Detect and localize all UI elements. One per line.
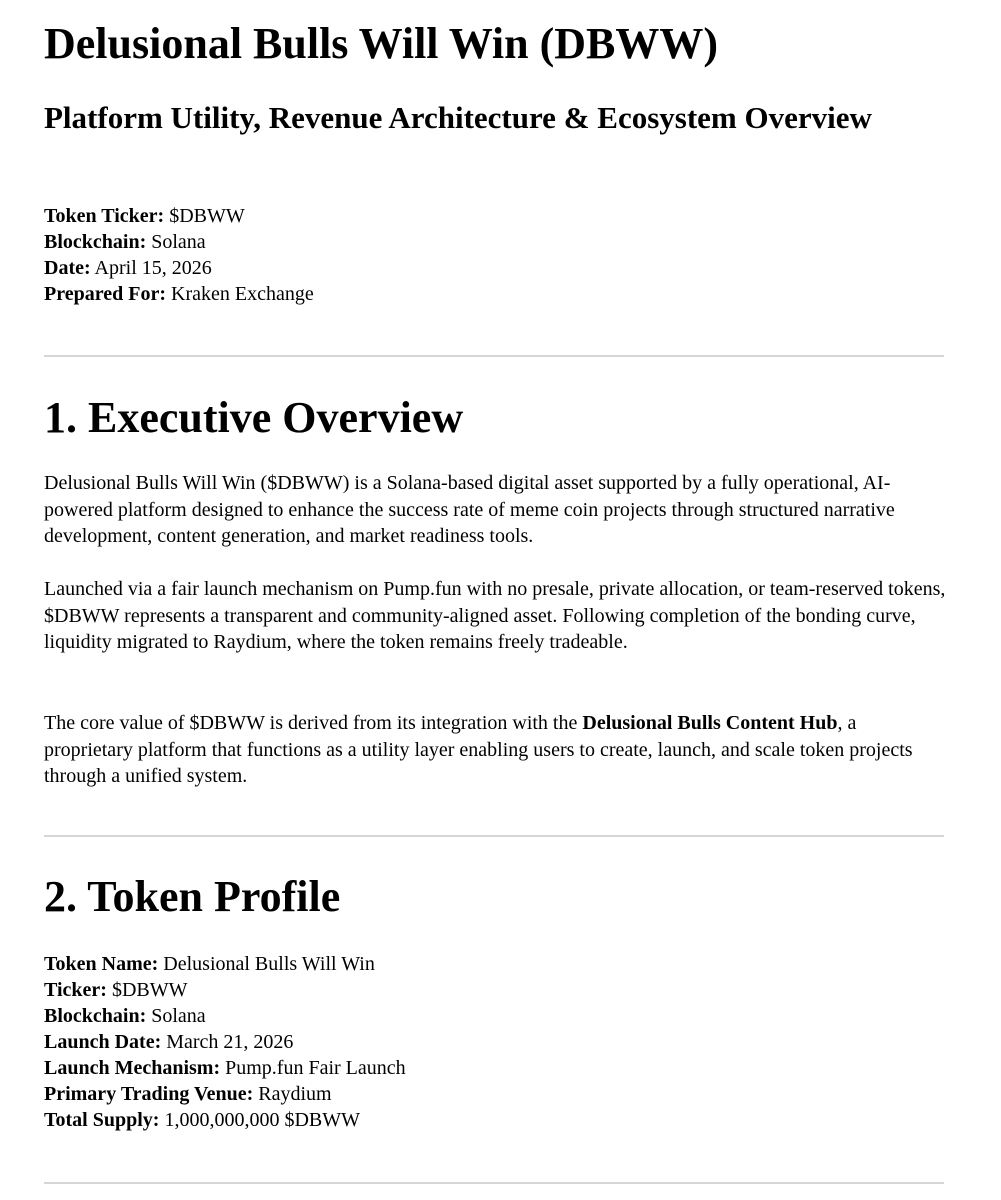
field-value: March 21, 2026: [166, 1031, 294, 1053]
executive-overview-paragraph-2: Launched via a fair launch mechanism on Pump.fun with no presale, private allocation, or team-reserved tokens, $DBWW represents a transparent and community-aligned asset. Following completion of the bonding curve, liquidity migrated to Raydium, where the token remains freely tradeable.: [44, 578, 946, 653]
field-value: Raydium: [258, 1083, 332, 1105]
meta-row-date: [44, 255, 314, 281]
meta-label: Date:: [44, 257, 91, 279]
meta-row-blockchain: [44, 229, 314, 255]
field-row-blockchain: [44, 1003, 406, 1029]
section-divider: [44, 1182, 944, 1184]
field-label: Primary Trading Venue:: [44, 1083, 254, 1105]
meta-value: Kraken Exchange: [171, 283, 314, 305]
token-profile-fields: [44, 951, 406, 1133]
content-hub-name: Delusional Bulls Content Hub: [582, 712, 838, 734]
meta-label: Prepared For:: [44, 283, 167, 305]
field-label: Launch Date:: [44, 1031, 162, 1053]
document-meta: [44, 203, 314, 307]
field-value: $DBWW: [111, 979, 188, 1001]
field-row-launch-mechanism: [44, 1055, 406, 1081]
section-divider: [44, 835, 944, 837]
field-row-ticker: [44, 977, 406, 1003]
meta-label: Token Ticker:: [44, 205, 165, 227]
field-value: Solana: [151, 1005, 206, 1027]
field-label: Blockchain:: [44, 1005, 147, 1027]
field-label: Token Name:: [44, 953, 159, 975]
meta-value: $DBWW: [169, 205, 245, 227]
field-label: Launch Mechanism:: [44, 1057, 221, 1079]
meta-row-ticker: [44, 203, 314, 229]
meta-label: Blockchain:: [44, 231, 147, 253]
section-divider: [44, 355, 944, 357]
field-value: Delusional Bulls Will Win: [163, 953, 375, 975]
executive-overview-paragraph-1: Delusional Bulls Will Win ($DBWW) is a Solana-based digital asset supported by a fully operational, AI-powered platform designed to enhance the success rate of meme coin projects through structured narrative development, content generation, and market readiness tools.: [44, 472, 895, 547]
field-value: 1,000,000,000 $DBWW: [164, 1109, 360, 1131]
paragraph-text: , a proprietary platform that functions as a utility layer enabling users to create, launch, and scale token projects through a unified system.: [44, 712, 913, 787]
field-row-token-name: [44, 951, 406, 977]
field-row-primary-trading-venue: [44, 1081, 406, 1107]
field-row-launch-date: [44, 1029, 406, 1055]
meta-value: April 15, 2026: [94, 257, 212, 279]
field-label: Ticker:: [44, 979, 107, 1001]
document-title: Delusional Bulls Will Win (DBWW): [44, 19, 719, 68]
field-label: Total Supply:: [44, 1109, 160, 1131]
executive-overview-paragraph-3: [44, 710, 950, 790]
meta-value: Solana: [151, 231, 206, 253]
meta-row-prepared-for: [44, 281, 314, 307]
section-heading-token-profile: 2. Token Profile: [44, 872, 341, 921]
field-row-total-supply: [44, 1107, 406, 1133]
paragraph-text: The core value of $DBWW is derived from its integration with the: [44, 712, 583, 734]
document-subtitle: Platform Utility, Revenue Architecture & Ecosystem Overview: [44, 100, 872, 135]
field-value: Pump.fun Fair Launch: [225, 1057, 406, 1079]
section-heading-executive-overview: 1. Executive Overview: [44, 393, 464, 442]
